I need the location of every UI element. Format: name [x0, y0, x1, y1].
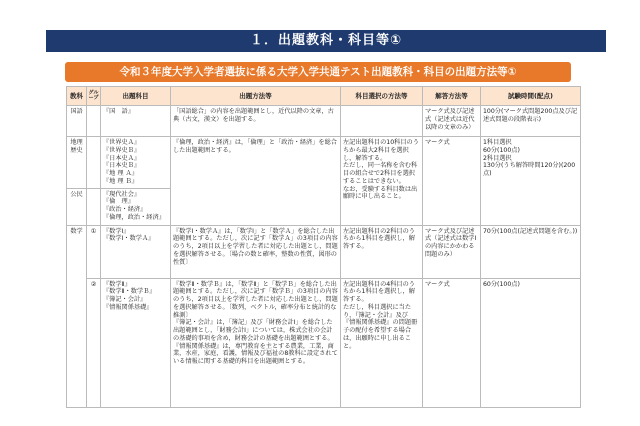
method-cell: 『数学Ⅱ・数学Ｂ』は，「数学Ⅱ」と「数学Ｂ」を総合した出題範囲とする。ただし，次に記す「数学Ｂ」の3項目の内容のうち，2項目以上を学習した者に対応した出題とし，問題を選択解答させる。〔数列，ベクトル，確率分布と統計的な推測〕 『簿記・会計』は，「簿記」及び「財務会計Ⅰ」を総合した出題範囲とし，「財務会計Ⅰ」については，株式会社の会計の基礎的事項を含め，財務会計の基礎を出題範囲とする。 『情報関係基礎』は，専門教育を主とする農業，工業，商業，水産，家庭，看護，情報及び福祉の8教科に設定されている情報に関する基礎的科目を出題範囲とする。	[171, 278, 341, 407]
header-subject: 出題科目	[101, 87, 171, 106]
group-cell: ②	[87, 278, 101, 407]
format-cell: マーク式及び記述式（記述式は近代以降の文章のみ）	[423, 106, 481, 137]
table-subtitle: 令和３年度大学入学者選抜に係る大学入学共通テスト出題教科・科目の出題方法等①	[65, 62, 571, 82]
header-method: 出題方法等	[171, 87, 341, 106]
method-cell: 『倫理，政治・経済』は，「倫理」と「政治・経済」を総合した出題範囲とする。	[171, 137, 341, 226]
subject-cell: 『数学Ⅱ』 『数学Ⅱ・数学Ｂ』 『簿記・会計』 『情報関係基礎』	[101, 278, 171, 407]
area-cell: 公民	[67, 188, 87, 225]
subject-cell: 『国 語』	[101, 106, 171, 137]
group-cell	[87, 106, 101, 137]
table-row	[67, 278, 581, 407]
header-selection: 科目選択の方法等	[341, 87, 423, 106]
format-cell: マーク式及び記述式（記述式は数学Ⅰの内容にかかわる問題のみ）	[423, 225, 481, 278]
subject-cell: 『世界史Ａ』 『世界史Ｂ』 『日本史Ａ』 『日本史Ｂ』 『地 理 Ａ』 『地 理 Ｂ』	[101, 137, 171, 189]
time-cell: 100分(マーク式問題200点及び記述式問題の段階表示)	[481, 106, 581, 137]
header-format: 解答方法等	[423, 87, 481, 106]
time-cell: 70分(100点(記述式問題を含む。))	[481, 225, 581, 278]
group-cell: ①	[87, 225, 101, 278]
selection-cell: 左記出題科目の10科目のうちから最大2科目を選択し，解答する。 ただし，同一名称を含む科目の組合せで2科目を選択することはできない。 なお，受験する科目数は出願時に申し出ること。	[341, 137, 423, 226]
table-row	[67, 106, 581, 137]
subject-cell: 『現代社会』 『倫 理』 『政治・経済』 『倫理，政治・経済』	[101, 188, 171, 225]
area-cell: 国語	[67, 106, 87, 137]
area-cell: 数学	[67, 225, 87, 407]
header-group: グループ	[87, 87, 101, 106]
header-subject-area: 教科	[67, 87, 87, 106]
method-cell: 「国語総合」の内容を出題範囲とし，近代以降の文章，古典（古文，漢文）を出題する。	[171, 106, 341, 137]
exam-subjects-table	[66, 86, 581, 408]
time-cell: 60分(100点)	[481, 278, 581, 407]
subject-cell: 『数学Ⅰ』 『数学Ⅰ・数学Ａ』	[101, 225, 171, 278]
group-cell	[87, 137, 101, 189]
table-header-row	[67, 87, 581, 106]
selection-cell	[341, 106, 423, 137]
selection-cell: 左記出題科目の4科目のうちから1科目を選択し，解答する。 ただし，科目選択に当たり，『簿記・会計』及び『情報関係基礎』の問題冊子の配付を希望する場合は，出願時に申し出ること。	[341, 278, 423, 407]
group-cell	[87, 188, 101, 225]
method-cell: 『数学Ⅰ・数学Ａ』は，「数学Ⅰ」と「数学Ａ」を総合した出題範囲とする。ただし，次に記す「数学Ａ」の3項目の内容のうち，2項目以上を学習した者に対応した出題とし，問題を選択解答させる。〔場合の数と確率，整数の性質，図形の性質〕	[171, 225, 341, 278]
table-row	[67, 137, 581, 189]
format-cell: マーク式	[423, 278, 481, 407]
header-time: 試験時間(配点)	[481, 87, 581, 106]
format-cell: マーク式	[423, 137, 481, 226]
area-cell: 地理 歴史	[67, 137, 87, 189]
page-title: １．出題教科・科目等①	[46, 30, 606, 52]
time-cell: 1科目選択 60分(100点) 2科目選択 130分(うち解答時間120分)(200点)	[481, 137, 581, 226]
table-row	[67, 225, 581, 278]
selection-cell: 左記出題科目の2科目のうちから1科目を選択し，解答する。	[341, 225, 423, 278]
